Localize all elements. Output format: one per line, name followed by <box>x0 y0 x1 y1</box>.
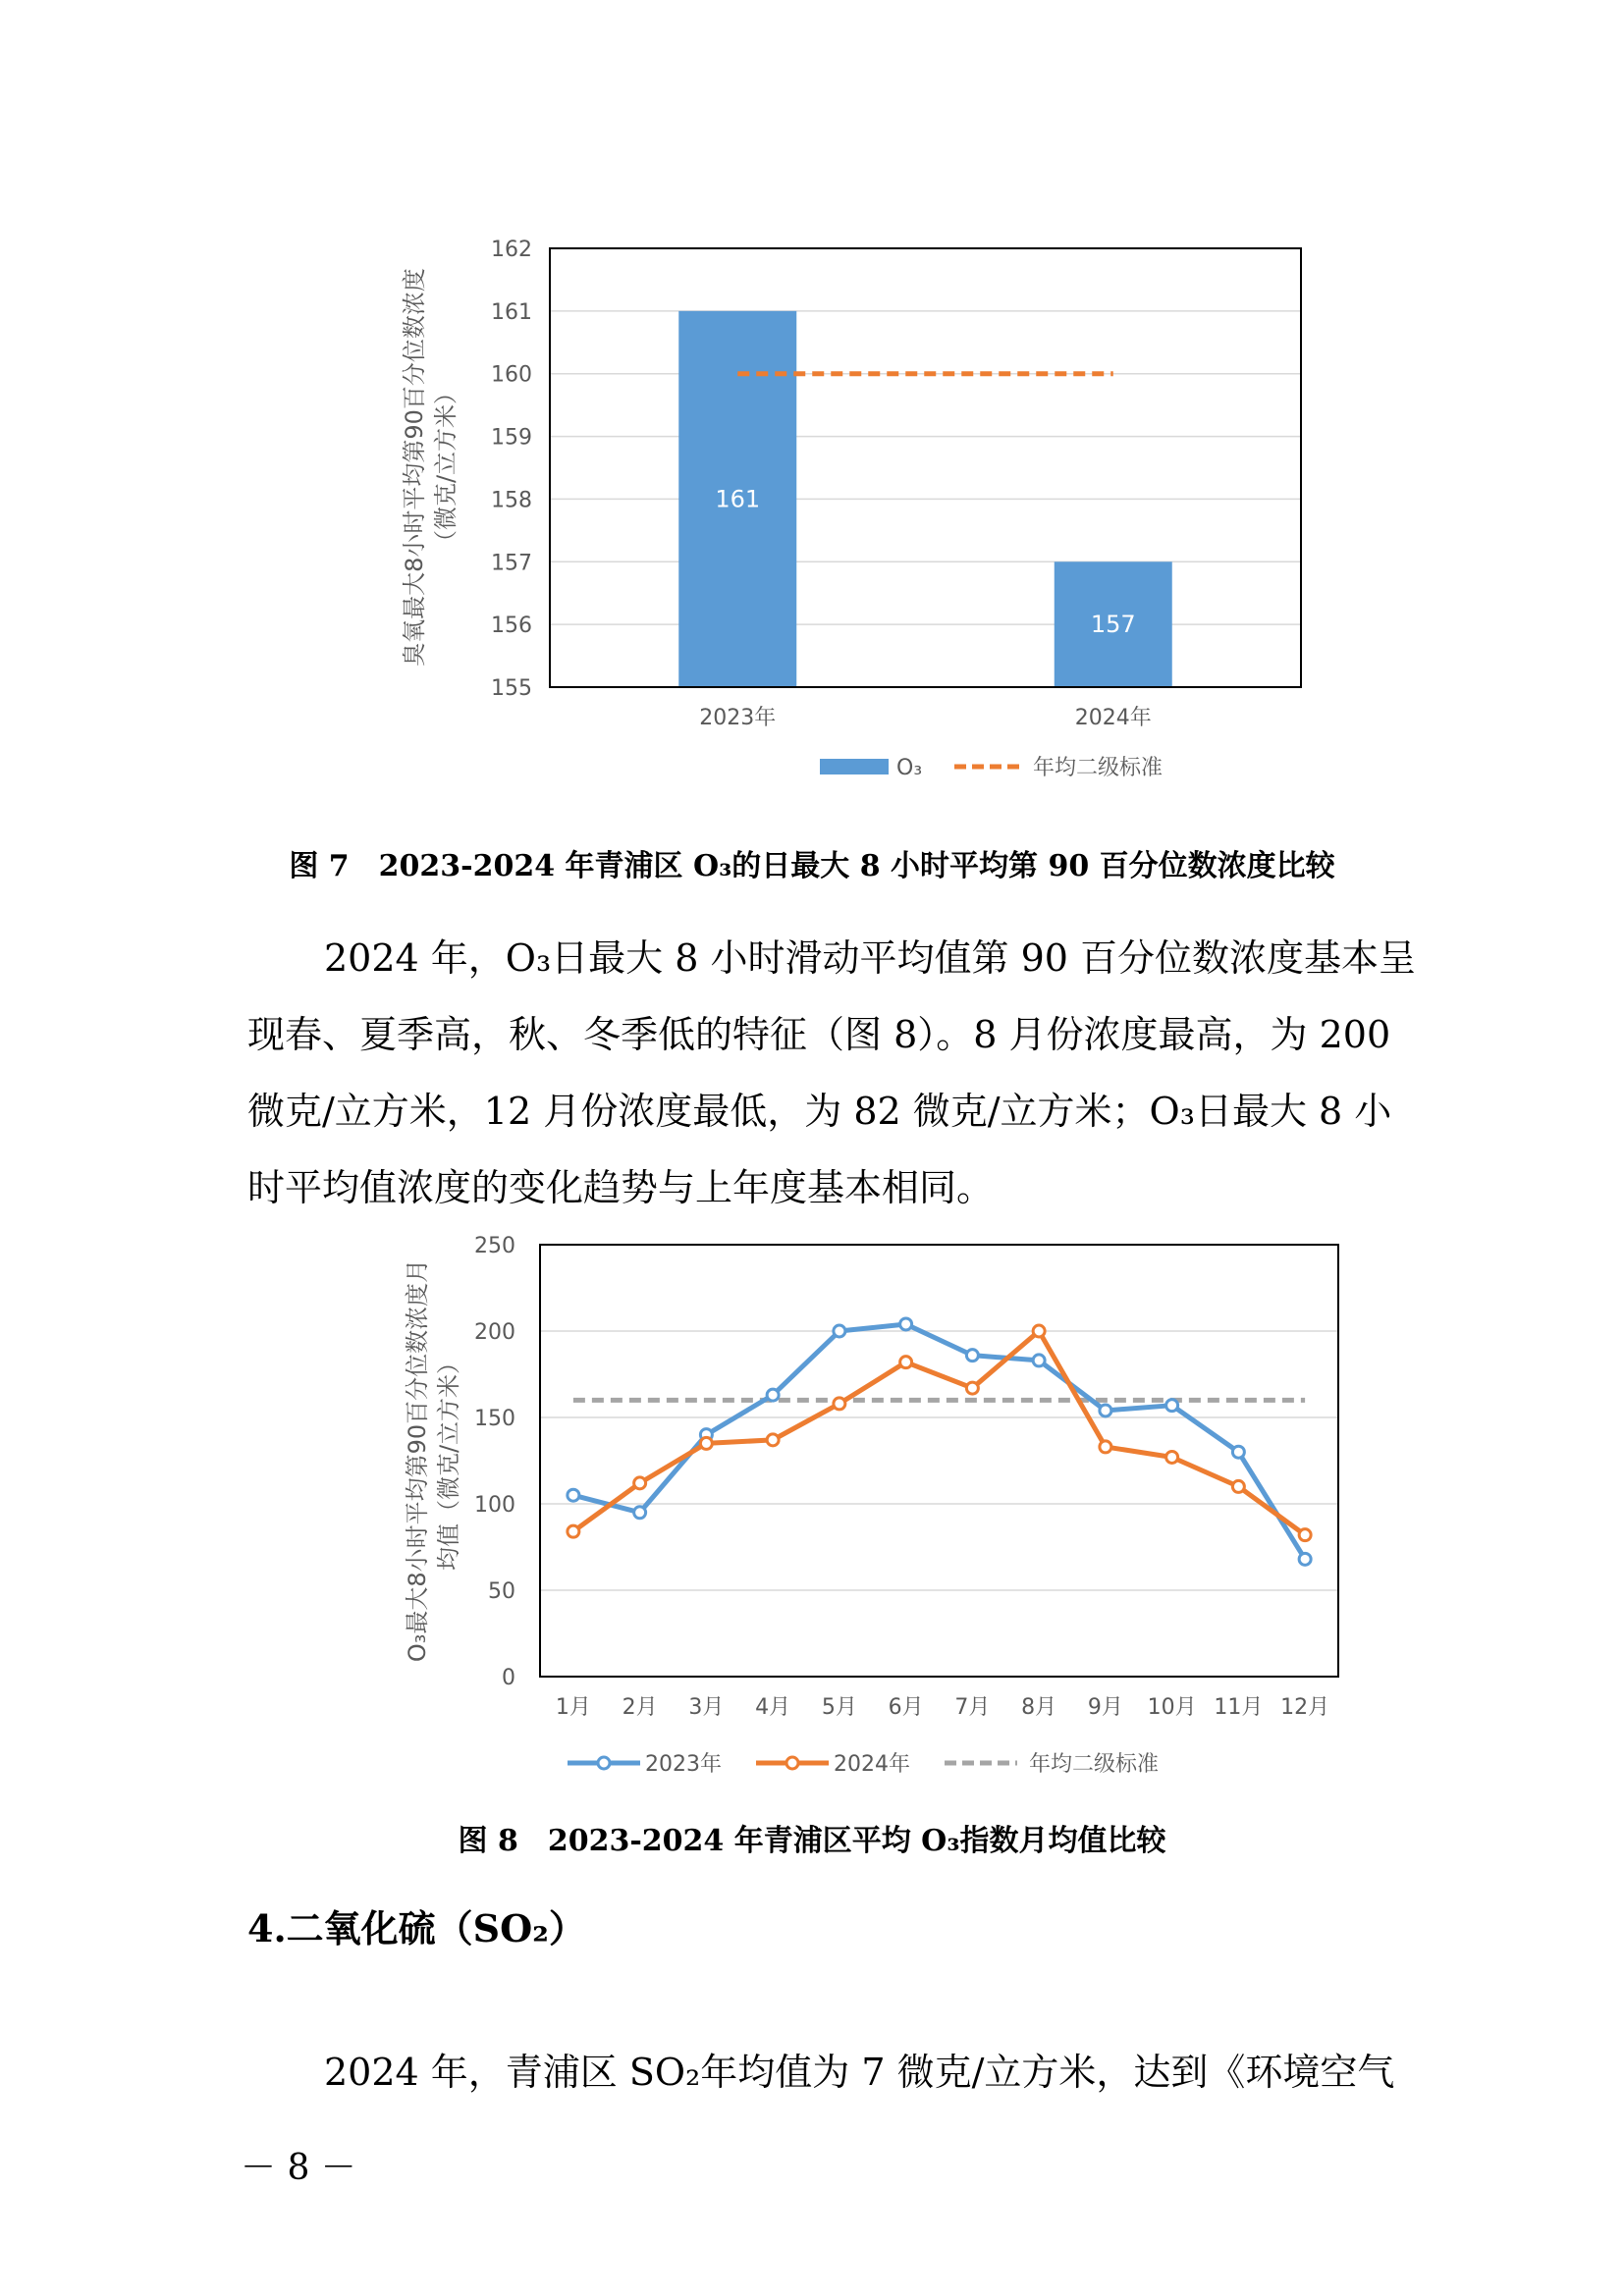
y-axis-title: O₃最大8小时平均第90百分位数浓度月 <box>404 1258 431 1663</box>
y-tick-label: 158 <box>491 488 532 513</box>
data-point <box>1299 1553 1311 1565</box>
legend-label-standard: 年均二级标准 <box>1033 756 1164 780</box>
chart-o3-monthly-comparison <box>393 1225 1355 1794</box>
chart-o3-annual-comparison <box>393 226 1335 805</box>
section-heading-so2: 4.二氧化硫（SO₂） <box>247 1906 586 1950</box>
plot-area-border <box>540 1245 1338 1677</box>
y-tick-label: 160 <box>491 362 532 388</box>
line-series <box>568 1318 1311 1565</box>
paragraph-1-line-1: 2024 年，O₃日最大 8 小时滑动平均值第 90 百分位数浓度基本呈 <box>324 936 1417 980</box>
data-point <box>834 1398 845 1410</box>
legend <box>820 756 1163 780</box>
legend <box>568 1752 1159 1777</box>
data-point <box>700 1437 712 1449</box>
bar-data-label: 161 <box>715 485 761 513</box>
y-tick-label: 250 <box>474 1234 515 1258</box>
legend-label-2023: 2023年 <box>645 1752 722 1777</box>
y-tick-label: 157 <box>491 551 532 576</box>
x-tick-label: 7月 <box>954 1695 991 1720</box>
y-tick-label: 200 <box>474 1320 515 1345</box>
legend-marker-2024 <box>786 1757 798 1769</box>
y-tick-labels <box>491 238 532 701</box>
data-point <box>966 1382 978 1394</box>
figure-8-caption: 图 8 2023-2024 年青浦区平均 O₃指数月均值比较 <box>458 1824 1166 1858</box>
y-axis-title: 臭氧最大8小时平均第90百分位数浓度 <box>401 268 428 667</box>
data-point <box>634 1477 646 1489</box>
data-point <box>568 1489 579 1501</box>
paragraph-2-line-1: 2024 年，青浦区 SO₂年均值为 7 微克/立方米，达到《环境空气 <box>324 2051 1395 2094</box>
data-point <box>1033 1355 1045 1366</box>
data-point <box>1299 1529 1311 1541</box>
data-point <box>1166 1400 1178 1412</box>
paragraph-1-line-4: 时平均值浓度的变化趋势与上年度基本相同。 <box>247 1166 995 1209</box>
y-tick-label: 156 <box>491 614 532 639</box>
data-point <box>568 1525 579 1537</box>
y-tick-label: 155 <box>491 676 532 701</box>
x-tick-label: 1月 <box>555 1695 591 1720</box>
x-tick-label: 6月 <box>888 1695 924 1720</box>
data-point <box>1033 1325 1045 1337</box>
legend-label-2024: 2024年 <box>834 1752 910 1777</box>
page-number: － 8 － <box>241 2148 356 2188</box>
data-point <box>1100 1405 1111 1416</box>
legend-label-o3: O₃ <box>896 756 923 780</box>
paragraph-1-line-3: 微克/立方米，12 月份浓度最低，为 82 微克/立方米；O₃日最大 8 小 <box>247 1090 1392 1133</box>
data-point <box>1100 1441 1111 1453</box>
x-tick-labels <box>699 706 1152 730</box>
x-tick-label: 10月 <box>1147 1695 1197 1720</box>
grid-lines <box>550 248 1301 687</box>
x-tick-label: 2023年 <box>699 706 777 730</box>
data-point <box>966 1350 978 1362</box>
data-point <box>834 1325 845 1337</box>
y-axis-title-unit: 均值（微克/立方米） <box>435 1350 462 1572</box>
grid-lines <box>540 1245 1338 1677</box>
data-point <box>1166 1451 1178 1463</box>
x-tick-label: 9月 <box>1087 1695 1123 1720</box>
x-tick-label: 3月 <box>688 1695 725 1720</box>
x-tick-label: 5月 <box>821 1695 857 1720</box>
y-tick-label: 159 <box>491 425 532 451</box>
legend-label-standard: 年均二级标准 <box>1029 1752 1160 1777</box>
figure-7-caption: 图 7 2023-2024 年青浦区 O₃的日最大 8 小时平均第 90 百分位数浓度比较 <box>289 849 1335 883</box>
y-tick-label: 0 <box>502 1666 515 1690</box>
data-point <box>1232 1480 1244 1492</box>
data-point <box>767 1434 779 1446</box>
paragraph-1-line-2: 现春、夏季高，秋、冬季低的特征（图 8）。8 月份浓度最高，为 200 <box>247 1013 1391 1056</box>
y-tick-label: 162 <box>491 238 532 262</box>
data-point <box>900 1318 912 1330</box>
bar-data-label: 157 <box>1090 611 1136 639</box>
y-tick-label: 150 <box>474 1407 515 1431</box>
x-tick-label: 12月 <box>1280 1695 1330 1720</box>
legend-swatch-o3 <box>820 759 889 774</box>
y-tick-label: 100 <box>474 1493 515 1518</box>
x-tick-label: 2月 <box>622 1695 658 1720</box>
x-tick-label: 4月 <box>755 1695 791 1720</box>
x-tick-labels <box>556 1695 1329 1720</box>
x-tick-label: 11月 <box>1214 1695 1264 1720</box>
y-tick-label: 50 <box>488 1579 515 1604</box>
data-point <box>900 1357 912 1368</box>
y-tick-labels <box>474 1234 515 1690</box>
plot-area-border <box>550 248 1301 687</box>
legend-marker-2023 <box>598 1757 610 1769</box>
y-axis-title-unit: （微克/立方米） <box>432 380 460 555</box>
x-tick-label: 2024年 <box>1074 706 1152 730</box>
series-line <box>573 1324 1305 1559</box>
x-tick-label: 8月 <box>1021 1695 1057 1720</box>
data-point <box>1232 1446 1244 1458</box>
data-point <box>634 1507 646 1519</box>
data-point <box>767 1389 779 1401</box>
y-tick-label: 161 <box>491 299 532 325</box>
